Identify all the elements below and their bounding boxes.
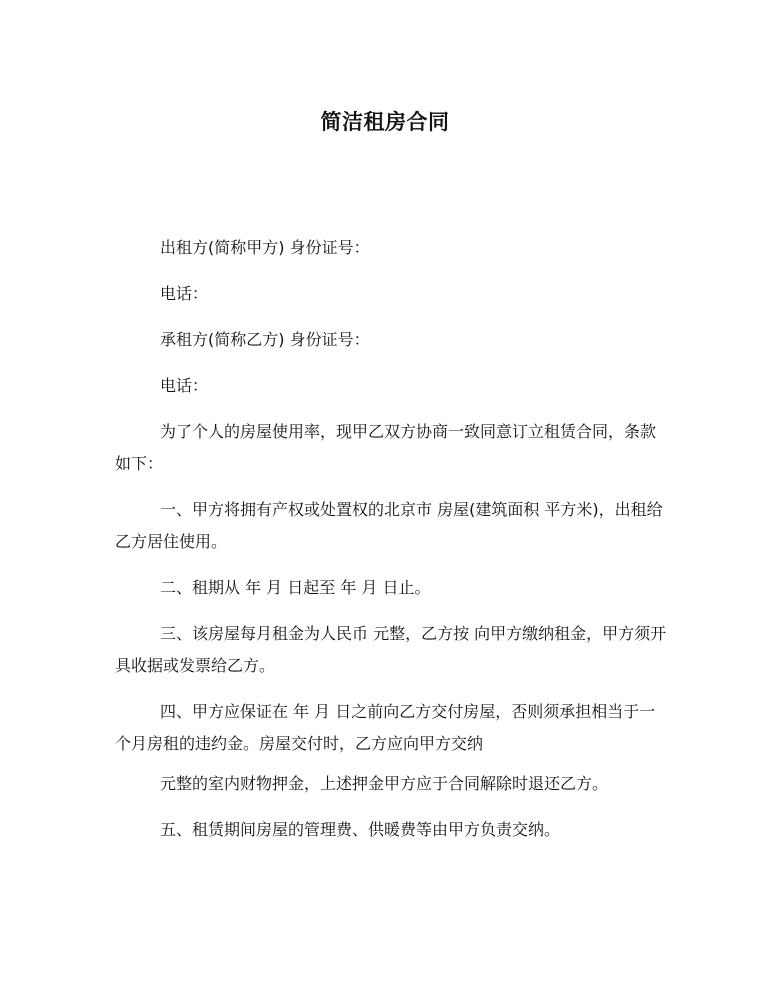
document-title: 简洁租房合同 (320, 110, 450, 134)
paragraph-lessor-phone: 电话： (160, 284, 209, 303)
paragraph-lessee-phone: 电话： (160, 376, 209, 395)
paragraph-clause-2: 二、租期从 年 月 日起至 年 月 日止。 (160, 578, 431, 597)
paragraph-clause-4: 四、甲方应保证在 年 月 日之前向乙方交付房屋，否则须承担相当于一个月房租的违约金。房屋交付时，乙方应向甲方交纳 (115, 702, 656, 753)
paragraph-deposit: 元整的室内财物押金，上述押金甲方应于合同解除时退还乙方。 (160, 774, 609, 793)
paragraph-clause-3: 三、该房屋每月租金为人民币 元整，乙方按 向甲方缴纳租金，甲方须开具收据或发票给乙方。 (115, 624, 667, 675)
document-body (115, 232, 670, 860)
paragraph-lessor-id: 出租方(简称甲方) 身份证号： (160, 238, 370, 257)
paragraph-clause-1: 一、甲方将拥有产权或处置权的北京市 房屋(建筑面积 平方米)，出租给乙方居住使用。 (115, 500, 663, 551)
paragraph-clause-5: 五、租赁期间房屋的管理费、供暖费等由甲方负责交纳。 (160, 820, 561, 839)
paragraph-lessee-id: 承租方(简称乙方) 身份证号： (160, 330, 370, 349)
paragraph-intro: 为了个人的房屋使用率，现甲乙双方协商一致同意订立租赁合同，条款如下： (115, 422, 657, 473)
